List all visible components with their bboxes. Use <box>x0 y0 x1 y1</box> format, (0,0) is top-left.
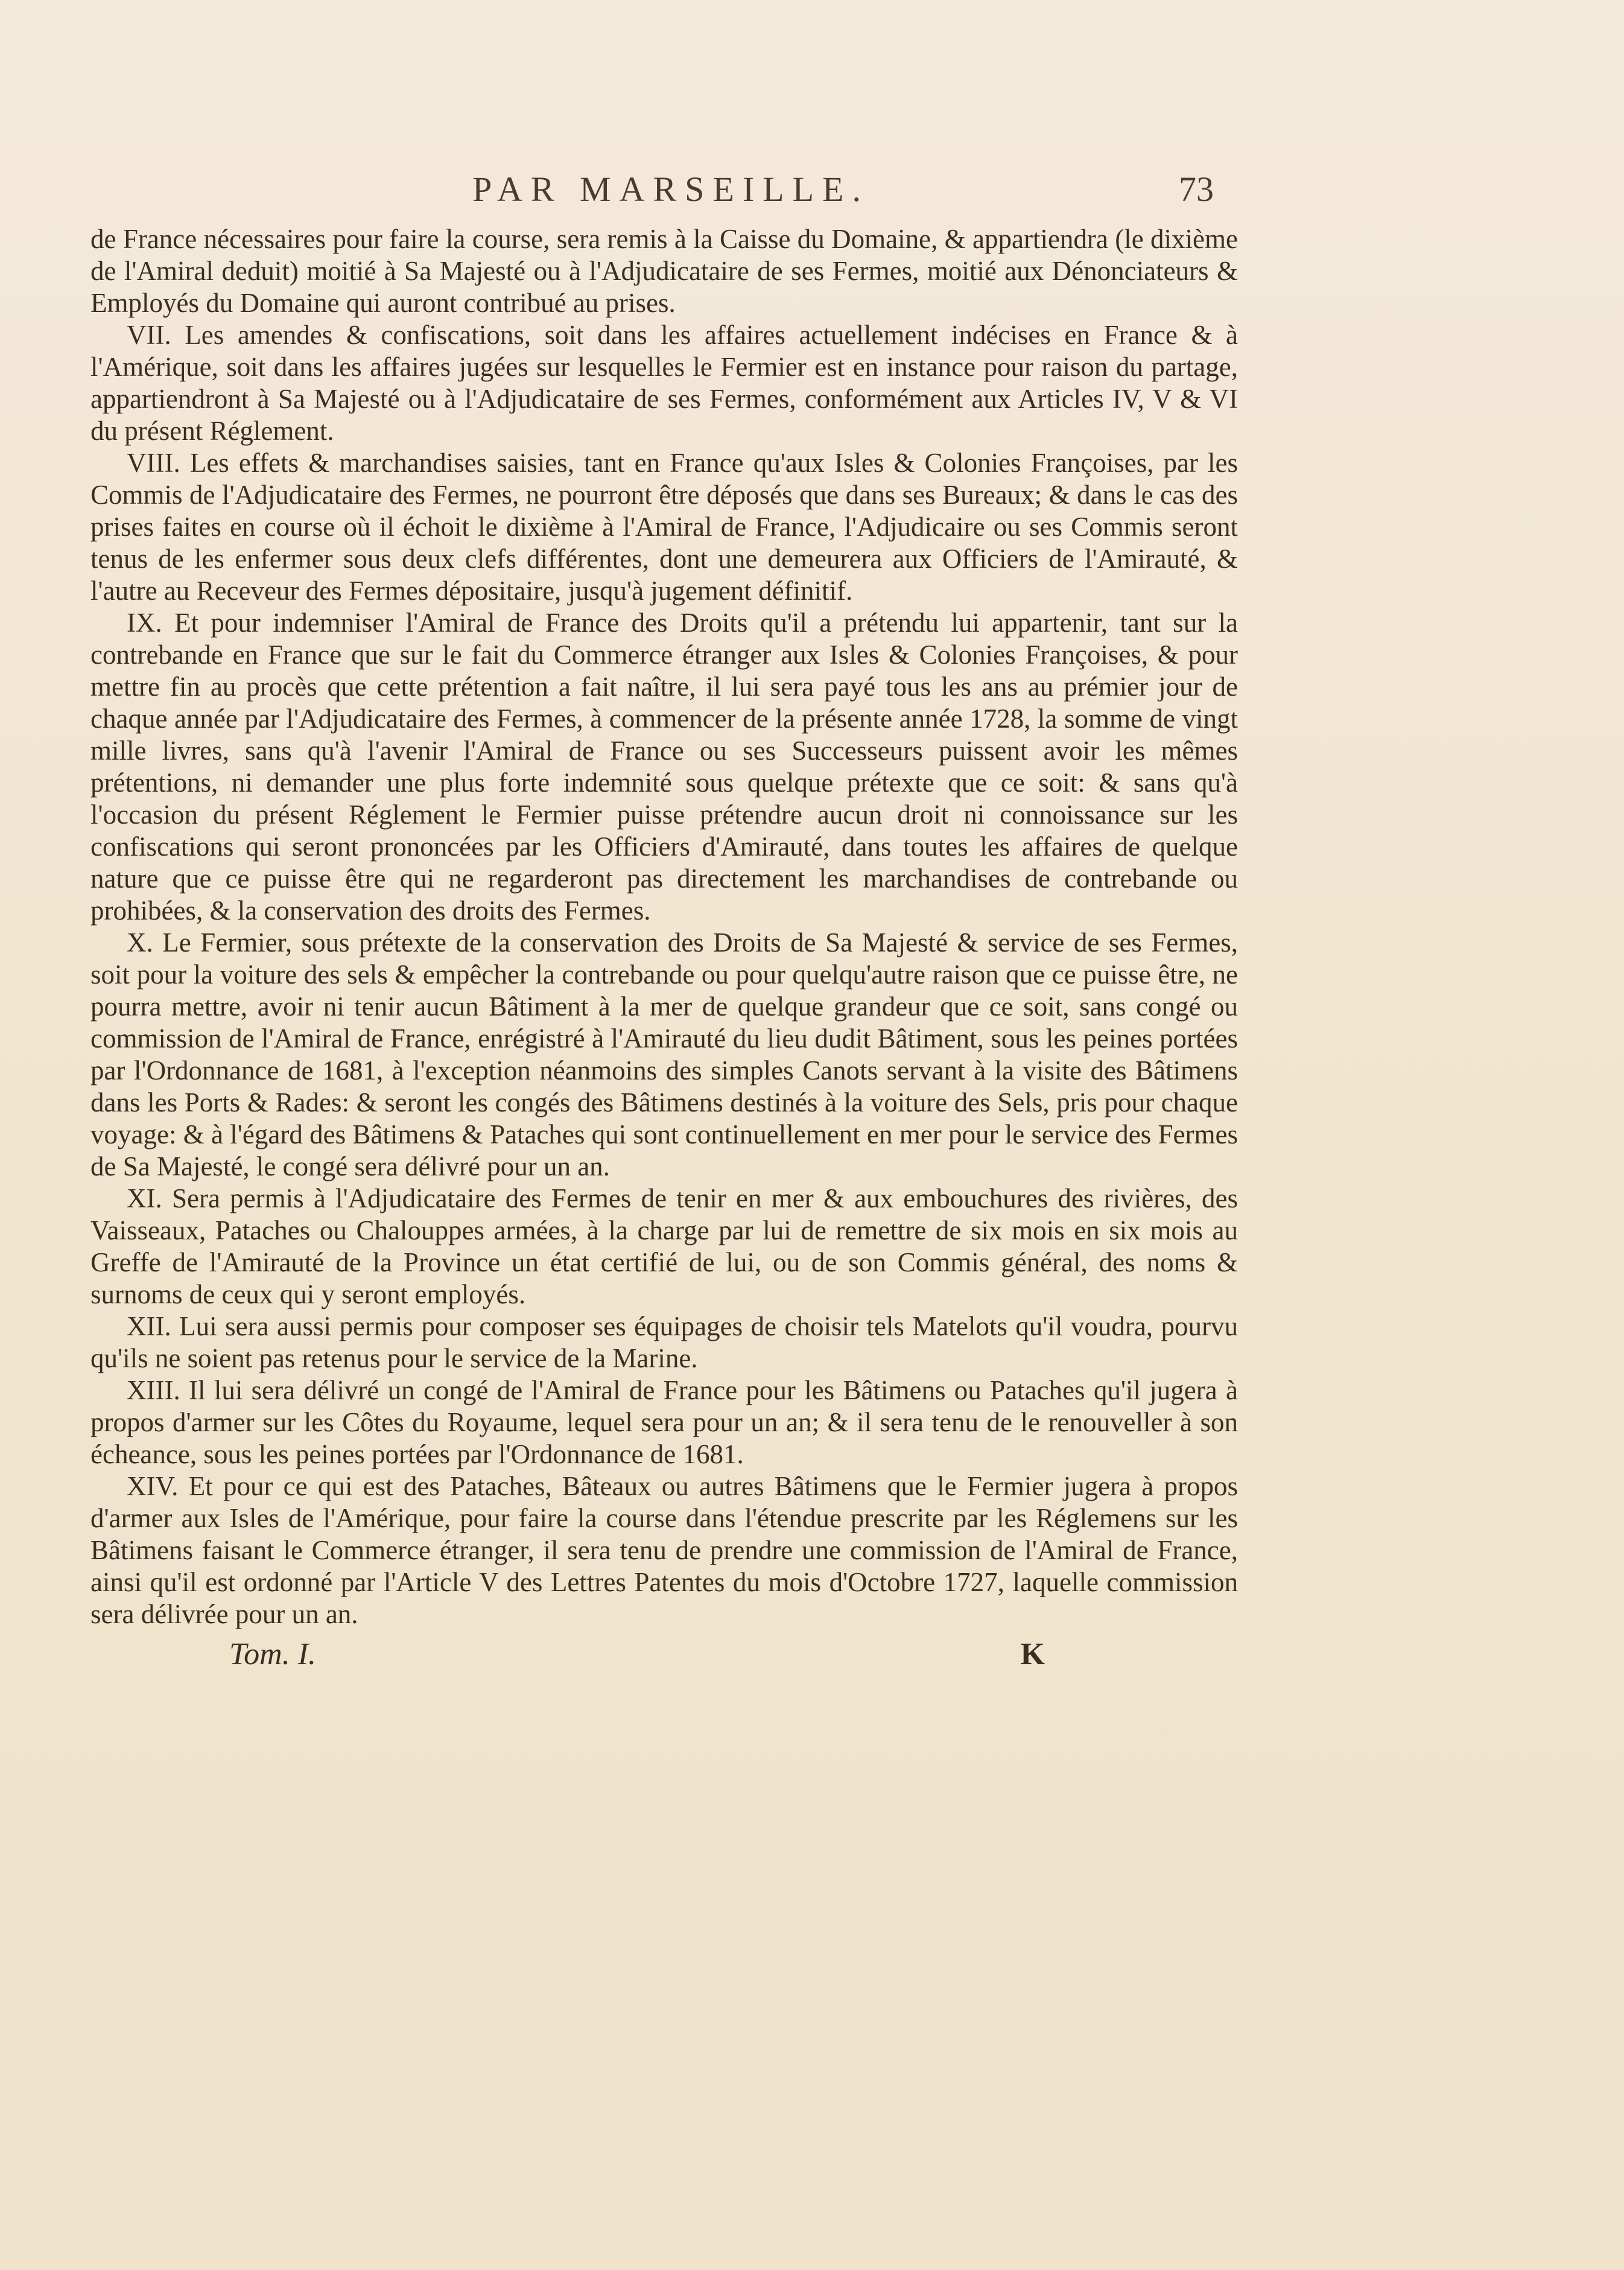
body-text <box>90 223 1238 1630</box>
article-number: X. <box>127 927 153 958</box>
article-x <box>90 927 1238 1183</box>
paragraph-text: Lui sera aussi permis pour composer ses équipages de choisir tels Matelots qu'il voudra, pourvu qu'ils ne soient pas retenus pour le service de la Marine. <box>90 1311 1238 1373</box>
article-number: XIV. <box>127 1471 179 1501</box>
article-viii <box>90 447 1238 607</box>
paragraph-text: Les amendes & confiscations, soit dans les affaires actuellement indécises en France & à l'Amérique, soit dans les affaires jugées sur lesquelles le Fermier est en instance pour raison du partage, appartiendront à Sa Majesté ou à l'Adjudicataire de ses Fermes, conformément aux Articles IV, V & VI du présent Réglement. <box>90 320 1239 446</box>
signature-line <box>90 1636 1238 1672</box>
article-number: IX. <box>127 608 162 638</box>
article-xiii <box>90 1375 1238 1470</box>
paragraph-text: Le Fermier, sous prétexte de la conservation des Droits de Sa Majesté & service de ses Fermes, soit pour la voiture des sels & empêcher la contrebande ou pour quelqu'autre raison que ce puisse être, ne pourra mettre, avoir ni tenir aucun Bâtiment à la mer de quelque grandeur que ce soit, sans congé ou commission de l'Amiral de France, enrégistré à l'Amirauté du lieu dudit Bâtiment, sous les peines portées par l'Ordonnance de 1681, à l'exception néanmoins des simples Canots servant à la visite des Bâtimens dans les Ports & Rades: & seront les congés des Bâtimens destinés à la voiture des Sels, pris pour chaque voyage: & à l'égard des Bâtimens & Pataches qui sont continuellement en mer pour le service des Fermes de Sa Majesté, le congé sera délivré pour un an. <box>90 927 1239 1181</box>
article-ix <box>90 607 1238 927</box>
article-xi <box>90 1183 1238 1311</box>
article-xii <box>90 1311 1238 1375</box>
running-title: PAR MARSEILLE. <box>472 170 869 209</box>
running-head <box>90 169 1238 223</box>
paragraph-text: Sera permis à l'Adjudicataire des Fermes de tenir en mer & aux embouchures des rivières, des Vaisseaux, Pataches ou Chalouppes armées, à la charge par lui de remettre de six mois en six mois au Greffe de l'Amirauté de la Province un état certifié de lui, ou de son Commis général, des noms & surnoms de ceux qui y seront employés. <box>90 1183 1238 1309</box>
article-number: VIII. <box>127 448 180 478</box>
volume-signature: Tom. I. <box>229 1637 317 1671</box>
paragraph-text: Et pour indemniser l'Amiral de France des Droits qu'il a prétendu lui appartenir, tant sur la contrebande en France que sur le fait du Commerce étranger aux Isles & Colonies Françoises, & pour mettre fin au procès que cette prétention a fait naître, il lui sera payé tous les ans au prémier jour de chaque année par l'Adjudicataire des Fermes, à commencer de la présente année 1728, la somme de vingt mille livres, sans qu'à l'avenir l'Amiral de France ou ses Successeurs puissent avoir les mêmes prétentions, ni demander une plus forte indemnité sous quelque prétexte que ce soit: & sans qu'à l'occasion du présent Réglement le Fermier puisse prétendre aucun droit ni connoissance sur les confiscations qui seront prononcées par les Officiers d'Amirauté, dans toutes les affaires de quelque nature que ce puisse être qui ne regarderont pas directement les marchandises de contrebande ou prohibées, & la conservation des droits des Fermes. <box>90 608 1239 926</box>
paragraph-text: de France nécessaires pour faire la course, sera remis à la Caisse du Domaine, & appartiendra (le dixième de l'Amiral deduit) moitié à Sa Majesté ou à l'Adjudicataire de ses Fermes, moitié aux Dénonciateurs & Employés du Domaine qui auront contribué au prises. <box>90 224 1238 318</box>
paragraph-text: Il lui sera délivré un congé de l'Amiral de France pour les Bâtimens ou Pataches qu'il jugera à propos d'armer sur les Côtes du Royaume, lequel sera pour un an; & il sera tenu de le renouveller à son écheance, sous les peines portées par l'Ordonnance de 1681. <box>90 1375 1238 1469</box>
article-xiv <box>90 1470 1238 1630</box>
page-number: 73 <box>1179 170 1214 209</box>
article-number: XII. <box>127 1311 171 1341</box>
signature-mark: K <box>1020 1637 1045 1671</box>
paragraph-text: Les effets & marchandises saisies, tant en France qu'aux Isles & Colonies Françoises, par les Commis de l'Adjudicataire des Fermes, ne pourront être déposés que dans ses Bureaux; & dans le cas des prises faites en course où il échoit le dixième à l'Amiral de France, l'Adjudicaire ou ses Commis seront tenus de les enfermer sous deux clefs différentes, dont une demeurera aux Officiers de l'Amirauté, & l'autre au Receveur des Fermes dépositaire, jusqu'à jugement définitif. <box>90 448 1239 606</box>
article-number: XIII. <box>127 1375 180 1405</box>
article-number: VII. <box>127 320 171 350</box>
article-vii <box>90 319 1238 447</box>
paragraph-continuation <box>90 223 1238 319</box>
article-number: XI. <box>127 1183 162 1213</box>
paragraph-text: Et pour ce qui est des Pataches, Bâteaux ou autres Bâtimens que le Fermier jugera à propos d'armer aux Isles de l'Amérique, pour faire la course dans l'étendue prescrite par les Réglemens sur les Bâtimens faisant le Commerce étranger, il sera tenu de prendre une commission de l'Amiral de France, ainsi qu'il est ordonné par l'Article V des Lettres Patentes du mois d'Octobre 1727, laquelle commission sera délivrée pour un an. <box>90 1471 1239 1629</box>
